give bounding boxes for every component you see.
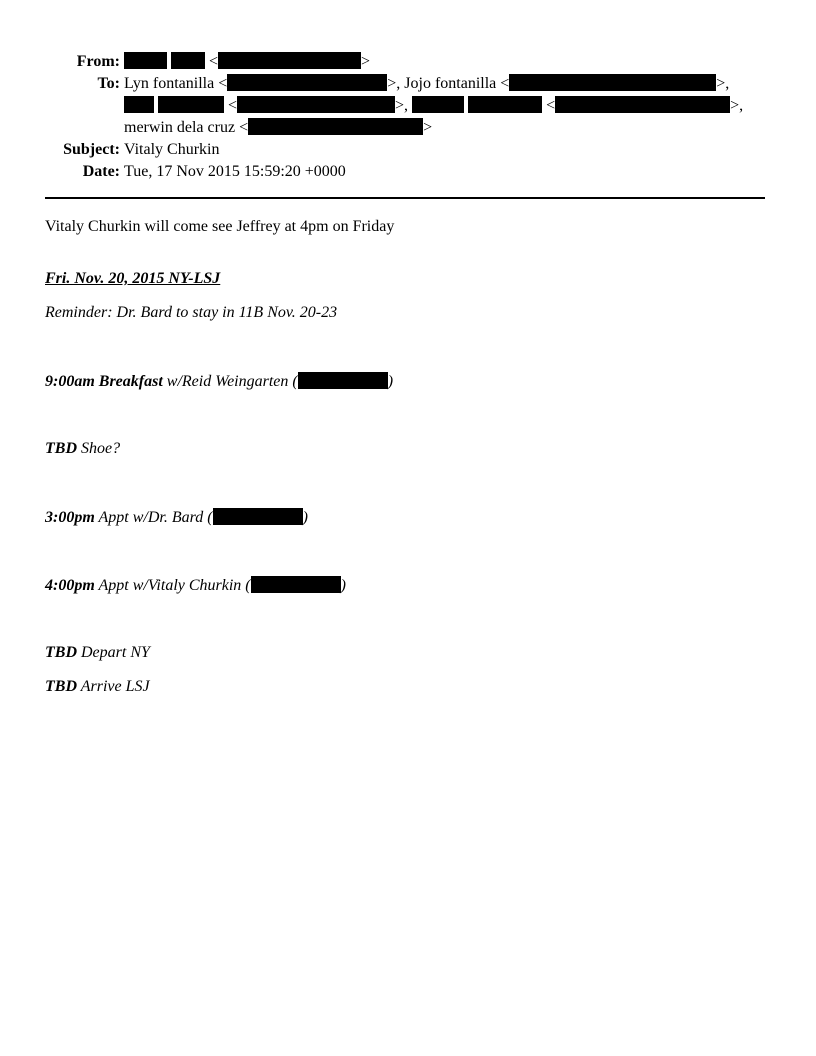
email-header (0, 51, 816, 183)
recipient-name: Lyn fontanilla (124, 75, 215, 92)
redaction-block (237, 96, 395, 113)
intro-text: Vitaly Churkin will come see Jeffrey at 4pm on Friday (45, 218, 395, 235)
to-value-line-3: merwin dela cruz < > (124, 119, 433, 136)
schedule-desc: Depart NY (81, 644, 150, 661)
schedule-time: 3:00pm (45, 509, 95, 526)
recipient-name: merwin dela cruz (124, 119, 236, 136)
schedule-item (45, 678, 150, 696)
redaction-block (213, 508, 303, 525)
to-value-line-2: < >, < >, (124, 95, 743, 117)
recipient-name: Jojo fontanilla (404, 75, 497, 92)
to-value-line-1: Lyn fontanilla < >, Jojo fontanilla < >, (124, 75, 730, 92)
redaction-block (251, 576, 341, 593)
schedule-desc: Appt w/Vitaly Churkin ( (98, 577, 251, 594)
redaction-block (227, 74, 387, 91)
schedule-item (45, 644, 150, 662)
redaction-block (158, 96, 224, 113)
to-label: To: (97, 75, 120, 92)
redaction-block (124, 96, 154, 113)
schedule-time: 9:00am Breakfast (45, 373, 163, 390)
date-row (0, 161, 816, 183)
from-value: < > (124, 51, 370, 73)
schedule-close: ) (302, 509, 308, 526)
day-heading: Fri. Nov. 20, 2015 NY-LSJ (45, 270, 221, 287)
redaction-block (218, 52, 361, 69)
schedule-item (45, 508, 308, 527)
schedule-item (45, 576, 346, 595)
header-divider (45, 197, 765, 199)
from-row (0, 51, 816, 73)
schedule-item (45, 440, 120, 458)
schedule-item (45, 372, 393, 391)
subject-row (0, 139, 816, 161)
from-label: From: (76, 53, 120, 70)
schedule-time: TBD (45, 678, 77, 695)
schedule-desc: Arrive LSJ (80, 678, 150, 695)
schedule-time: 4:00pm (45, 577, 95, 594)
redaction-block (298, 372, 388, 389)
redaction-block (412, 96, 464, 113)
date-label: Date: (82, 163, 120, 180)
schedule-close: ) (387, 373, 394, 390)
redaction-block (555, 96, 730, 113)
redaction-block (509, 74, 716, 91)
subject-label: Subject: (63, 141, 120, 158)
redaction-block (124, 52, 167, 69)
schedule-time: TBD (45, 440, 77, 457)
date-value: Tue, 17 Nov 2015 15:59:20 +0000 (124, 163, 346, 180)
schedule-desc: Shoe? (81, 440, 121, 457)
schedule-desc: Appt w/Dr. Bard ( (98, 509, 213, 526)
redaction-block (248, 118, 423, 135)
to-row-continued (0, 117, 816, 139)
to-row-continued (0, 95, 816, 117)
schedule-time: TBD (45, 644, 77, 661)
schedule-desc: w/Reid Weingarten ( (166, 373, 298, 390)
reminder-text: Reminder: Dr. Bard to stay in 11B Nov. 20-23 (45, 304, 338, 321)
schedule-close: ) (340, 577, 346, 594)
to-row (0, 73, 816, 95)
subject-value: Vitaly Churkin (124, 141, 220, 158)
redaction-block (468, 96, 542, 113)
redaction-block (171, 52, 205, 69)
